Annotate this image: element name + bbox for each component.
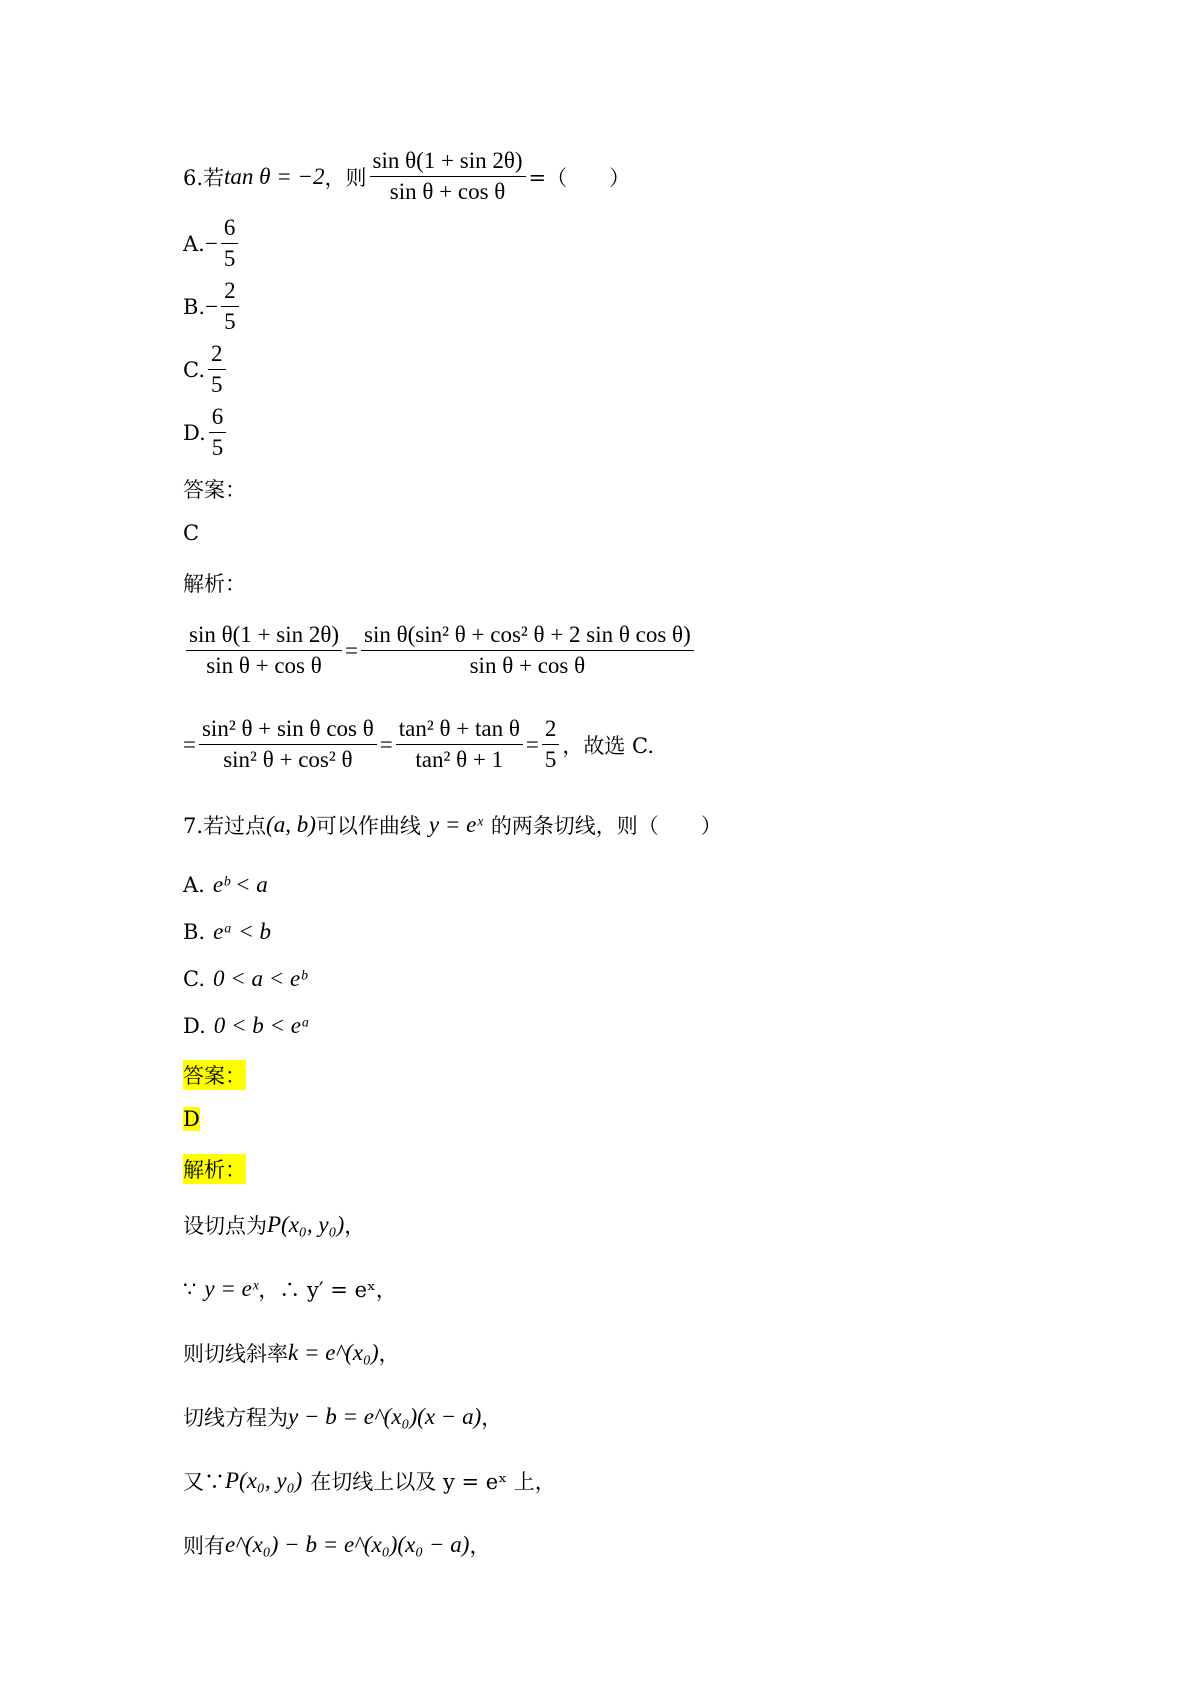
q6-answer: C [183,521,200,545]
q7-step-5-post: 在切线上以及 y = eˣ 上， [310,1470,556,1494]
q7-step-4-pre: 切线方程为 [183,1406,288,1430]
q6-option-c-num: 2 [208,341,226,370]
q7-step-6 [183,1530,490,1560]
q6-analysis-label: 解析： [183,572,246,596]
q6-option-c [183,341,229,399]
q6-step2-f3-num: 2 [542,716,560,745]
q6-option-b-label: B. [183,294,206,319]
q6-tail: =（ ） [528,165,631,190]
q6-option-a-label: A. [183,231,205,256]
q7-answer: D [183,1107,200,1131]
q6-option-d-num: 6 [209,404,227,433]
q6-stem [183,148,630,206]
q7-step-2-pre: ∵ [183,1277,197,1301]
q6-option-a-fraction [221,215,239,273]
q6-step1-right-fraction [361,622,694,680]
q7-answer-label-row [183,1060,246,1090]
q6-option-b-sign: − [205,293,219,319]
q6-then: ，则 [324,165,367,190]
q6-step1-right-num: sin θ(sin² θ + cos² θ + 2 sin θ cos θ) [361,622,694,651]
q7-option-a-label: A. [183,873,205,897]
q6-fraction-denominator: sin θ + cos θ [389,179,506,205]
q7-step-2 [183,1274,397,1304]
q7-option-a [183,872,268,898]
q6-option-b-fraction [221,278,239,336]
q7-option-c-expr: 0 < a < eᵇ [213,966,307,991]
q6-option-c-fraction [208,341,226,399]
q6-step2-f2-den: tan² θ + 1 [415,747,504,773]
q6-step2-f2-num: tan² θ + tan θ [396,716,523,745]
q6-option-c-label: C. [183,357,205,382]
equals-sign: = [345,637,358,663]
q7-stem-b: 可以作曲线 [315,814,421,838]
q7-step-6-math: e^(x₀) − b = e^(x₀)(x₀ − a) [225,1532,470,1557]
q7-step-1-pre: 设切点为 [183,1214,267,1238]
q6-step2-f1-num: sin² θ + sin θ cos θ [199,716,377,745]
q7-step-5 [183,1466,556,1496]
q7-step-3-post: ， [378,1342,400,1366]
q6-step1-left-fraction [186,622,342,680]
q7-step-4 [183,1402,502,1432]
q7-option-c-label: C. [183,967,205,991]
q7-option-d [183,1013,310,1039]
q7-answer-label: 答案： [183,1060,246,1090]
q7-step-5-pre: 又∵ [183,1470,225,1494]
q7-step-4-math: y − b = e^(x₀)(x − a) [288,1404,482,1429]
q6-option-b-num: 2 [221,278,239,307]
q6-step2-fraction-3 [542,716,560,774]
q7-step-3-math: k = e^(x₀) [288,1340,379,1365]
q7-stem-a: 7.若过点 [183,814,267,838]
q6-option-a [183,215,241,273]
q6-option-c-den: 5 [211,372,223,398]
q6-option-b [183,278,242,336]
q7-option-d-label: D. [183,1014,206,1038]
q6-option-d-label: D. [183,420,206,445]
q7-step-5-math: P(x₀, y₀) [225,1468,303,1493]
q6-step1-left-num: sin θ(1 + sin 2θ) [186,622,342,651]
q6-answer-label: 答案： [183,478,246,502]
q6-option-b-den: 5 [224,309,236,335]
q6-step2-fraction-2 [396,716,523,774]
equals-sign: = [183,731,196,757]
q6-step2-f1-den: sin² θ + cos² θ [223,747,353,773]
q7-answer-row [183,1107,200,1131]
q7-step-2-post: ，∴ y′ = eˣ， [258,1278,397,1302]
q7-option-b-label: B. [183,920,206,944]
q6-step2-fraction-1 [199,716,377,774]
q6-option-d-den: 5 [211,435,224,461]
q6-step1-left-den: sin θ + cos θ [206,653,322,679]
q7-step-1-math: P(x₀, y₀) [267,1212,345,1237]
q7-stem [183,810,722,840]
q6-option-a-sign: − [204,230,218,256]
q7-stem-c: 的两条切线，则（ ） [490,814,722,838]
q7-option-a-expr: eᵇ < a [212,872,268,897]
q7-step-1-post: ， [344,1214,366,1238]
q6-option-a-num: 6 [221,215,239,244]
q6-step2-tail: ，故选 C. [562,733,654,758]
q6-option-d [183,404,229,462]
q7-analysis-label-row [183,1154,246,1184]
q6-option-d-fraction [209,404,227,462]
q7-point: (a, b) [266,812,316,837]
q7-step-2-math: y = eˣ [204,1276,259,1301]
q6-fraction [370,148,526,206]
q6-prefix: 6.若 [183,165,225,190]
equals-sign: = [379,731,393,757]
q7-option-d-expr: 0 < b < eᵃ [213,1013,311,1038]
q7-curve: y = eˣ [428,812,483,837]
q6-step1 [183,622,697,680]
q6-option-a-den: 5 [223,246,236,272]
q6-step2 [183,716,654,774]
q7-step-4-post: ， [481,1406,503,1430]
q7-step-3-pre: 则切线斜率 [183,1342,288,1366]
equals-sign: = [525,731,539,757]
q6-step1-right-den: sin θ + cos θ [469,653,586,679]
q6-fraction-numerator: sin θ(1 + sin 2θ) [370,148,526,177]
q7-step-3 [183,1338,400,1368]
q7-option-b [183,919,271,945]
q6-condition: tan θ = −2 [224,163,325,189]
q7-step-6-pre: 则有 [183,1534,225,1558]
q7-step-6-post: ， [469,1534,491,1558]
q7-option-b-expr: eᵃ < b [213,919,272,944]
q6-step2-f3-den: 5 [544,747,557,773]
q7-step-1 [183,1210,365,1240]
q7-option-c [183,966,306,992]
q7-analysis-label: 解析： [183,1154,246,1184]
